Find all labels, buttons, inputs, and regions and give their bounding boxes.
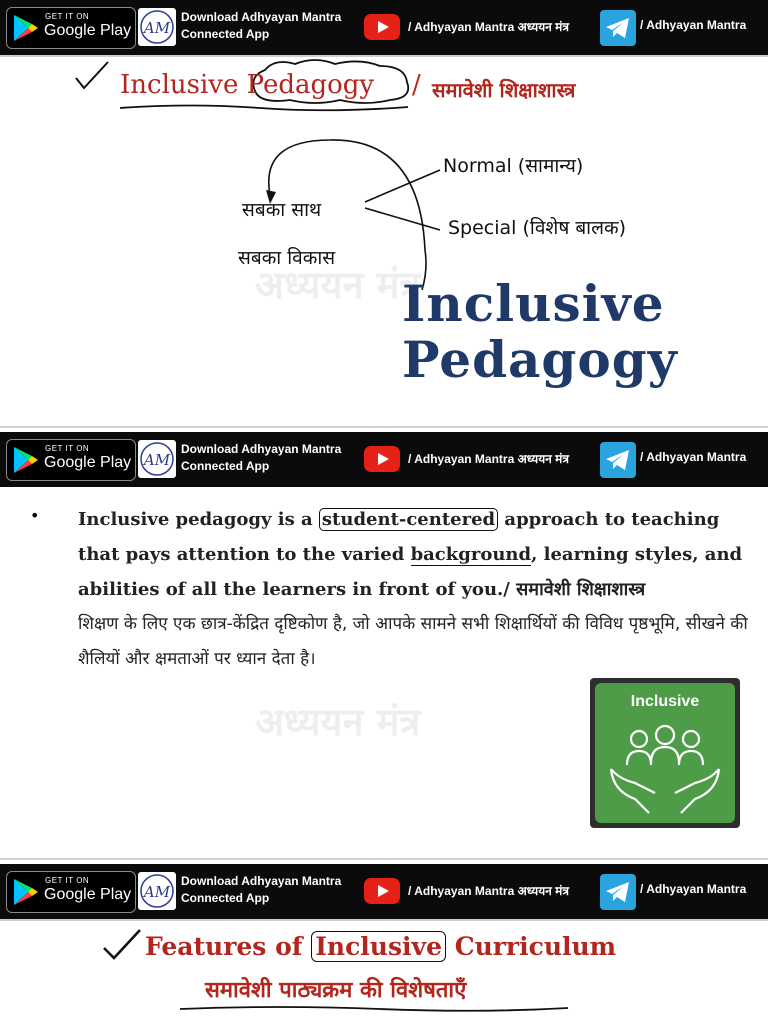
section1-title: Inclusive Pedagogy	[120, 70, 375, 100]
boxed-term: Inclusive	[311, 931, 446, 962]
download-app-text[interactable]: Download Adhyayan Mantra Connected App	[181, 874, 342, 905]
google-play-icon	[14, 447, 38, 473]
svg-text:AM: AM	[143, 19, 171, 37]
note-sabka-saath: सबका साथ	[242, 199, 322, 221]
store-big-text: Google Play	[44, 886, 132, 903]
app-banner-3	[0, 864, 768, 919]
store-big-text: Google Play	[44, 22, 132, 39]
section3-title-hindi: समावेशी पाठ्यक्रम की विशेषताएँ	[205, 978, 467, 1003]
separator	[0, 426, 768, 428]
google-play-icon	[14, 879, 38, 905]
watermark-text: अध्ययन मंत्र	[255, 700, 421, 744]
google-play-icon	[14, 15, 38, 41]
big-heading: Inclusive Pedagogy	[402, 274, 678, 389]
inclusive-illustration-label: Inclusive	[630, 693, 700, 710]
bullet-point: •	[30, 506, 40, 525]
inclusive-illustration	[590, 678, 740, 828]
store-small-text: GET IT ON	[45, 876, 90, 885]
telegram-icon[interactable]	[600, 874, 636, 910]
definition-paragraph-hi: शिक्षण के लिए एक छात्र-केंद्रित दृष्टिकोण है, जो आपके सामने सभी शिक्षार्थियों की विविध पृष्ठभूमि, सीखने की शैलियों और क्षमताओं पर ध्यान देता है।	[78, 614, 748, 669]
app-banner-1	[0, 0, 768, 55]
underlined-term: background	[410, 544, 532, 565]
adhyayan-mantra-logo	[138, 440, 176, 478]
note-sabka-vikas: सबका विकास	[238, 247, 336, 269]
youtube-icon[interactable]	[364, 12, 400, 42]
adhyayan-mantra-logo	[138, 872, 176, 910]
youtube-icon[interactable]	[364, 876, 400, 906]
youtube-icon[interactable]	[364, 444, 400, 474]
adhyayan-mantra-logo	[138, 8, 176, 46]
telegram-channel-text[interactable]: / Adhyayan Mantra	[640, 18, 747, 32]
checkmark-icon	[72, 58, 112, 94]
telegram-icon[interactable]	[600, 442, 636, 478]
separator	[0, 858, 768, 860]
youtube-channel-text[interactable]: / Adhyayan Mantra अध्ययन मंत्र	[408, 452, 569, 466]
google-play-badge[interactable]	[6, 7, 136, 49]
checkmark-icon	[100, 926, 144, 964]
google-play-badge[interactable]	[6, 439, 136, 481]
definition-paragraph-en: Inclusive pedagogy is a student-centered approach to teaching that pays attention to the varied background, learning styles, and abilities of all the learners in front of you./ समावेशी शिक्षाशास्त्र	[78, 509, 743, 600]
svg-text:AM: AM	[143, 883, 171, 901]
watermark-text: अध्ययन मंत्र	[255, 263, 421, 307]
telegram-icon[interactable]	[600, 10, 636, 46]
svg-text:AM: AM	[143, 451, 171, 469]
google-play-badge[interactable]	[6, 871, 136, 913]
store-small-text: GET IT ON	[45, 444, 90, 453]
note-normal: Normal (सामान्य)	[443, 155, 584, 177]
title-underline	[180, 1004, 570, 1014]
note-special: Special (विशेष बालक)	[448, 217, 626, 239]
youtube-channel-text[interactable]: / Adhyayan Mantra अध्ययन मंत्र	[408, 884, 569, 898]
youtube-channel-text[interactable]: / Adhyayan Mantra अध्ययन मंत्र	[408, 20, 569, 34]
app-banner-2	[0, 432, 768, 487]
telegram-channel-text[interactable]: / Adhyayan Mantra	[640, 882, 747, 896]
store-small-text: GET IT ON	[45, 12, 90, 21]
title-underline	[120, 103, 410, 113]
section1-title-hindi: समावेशी शिक्षाशास्त्र	[432, 78, 576, 102]
store-big-text: Google Play	[44, 454, 132, 471]
people-hands-icon	[605, 719, 725, 819]
separator	[0, 919, 768, 921]
title-separator: /	[412, 70, 421, 100]
boxed-term: student-centered	[319, 508, 498, 531]
section3-title: Features of Inclusive Curriculum	[145, 932, 617, 961]
telegram-channel-text[interactable]: / Adhyayan Mantra	[640, 450, 747, 464]
download-app-text[interactable]: Download Adhyayan Mantra Connected App	[181, 10, 342, 41]
download-app-text[interactable]: Download Adhyayan Mantra Connected App	[181, 442, 342, 473]
